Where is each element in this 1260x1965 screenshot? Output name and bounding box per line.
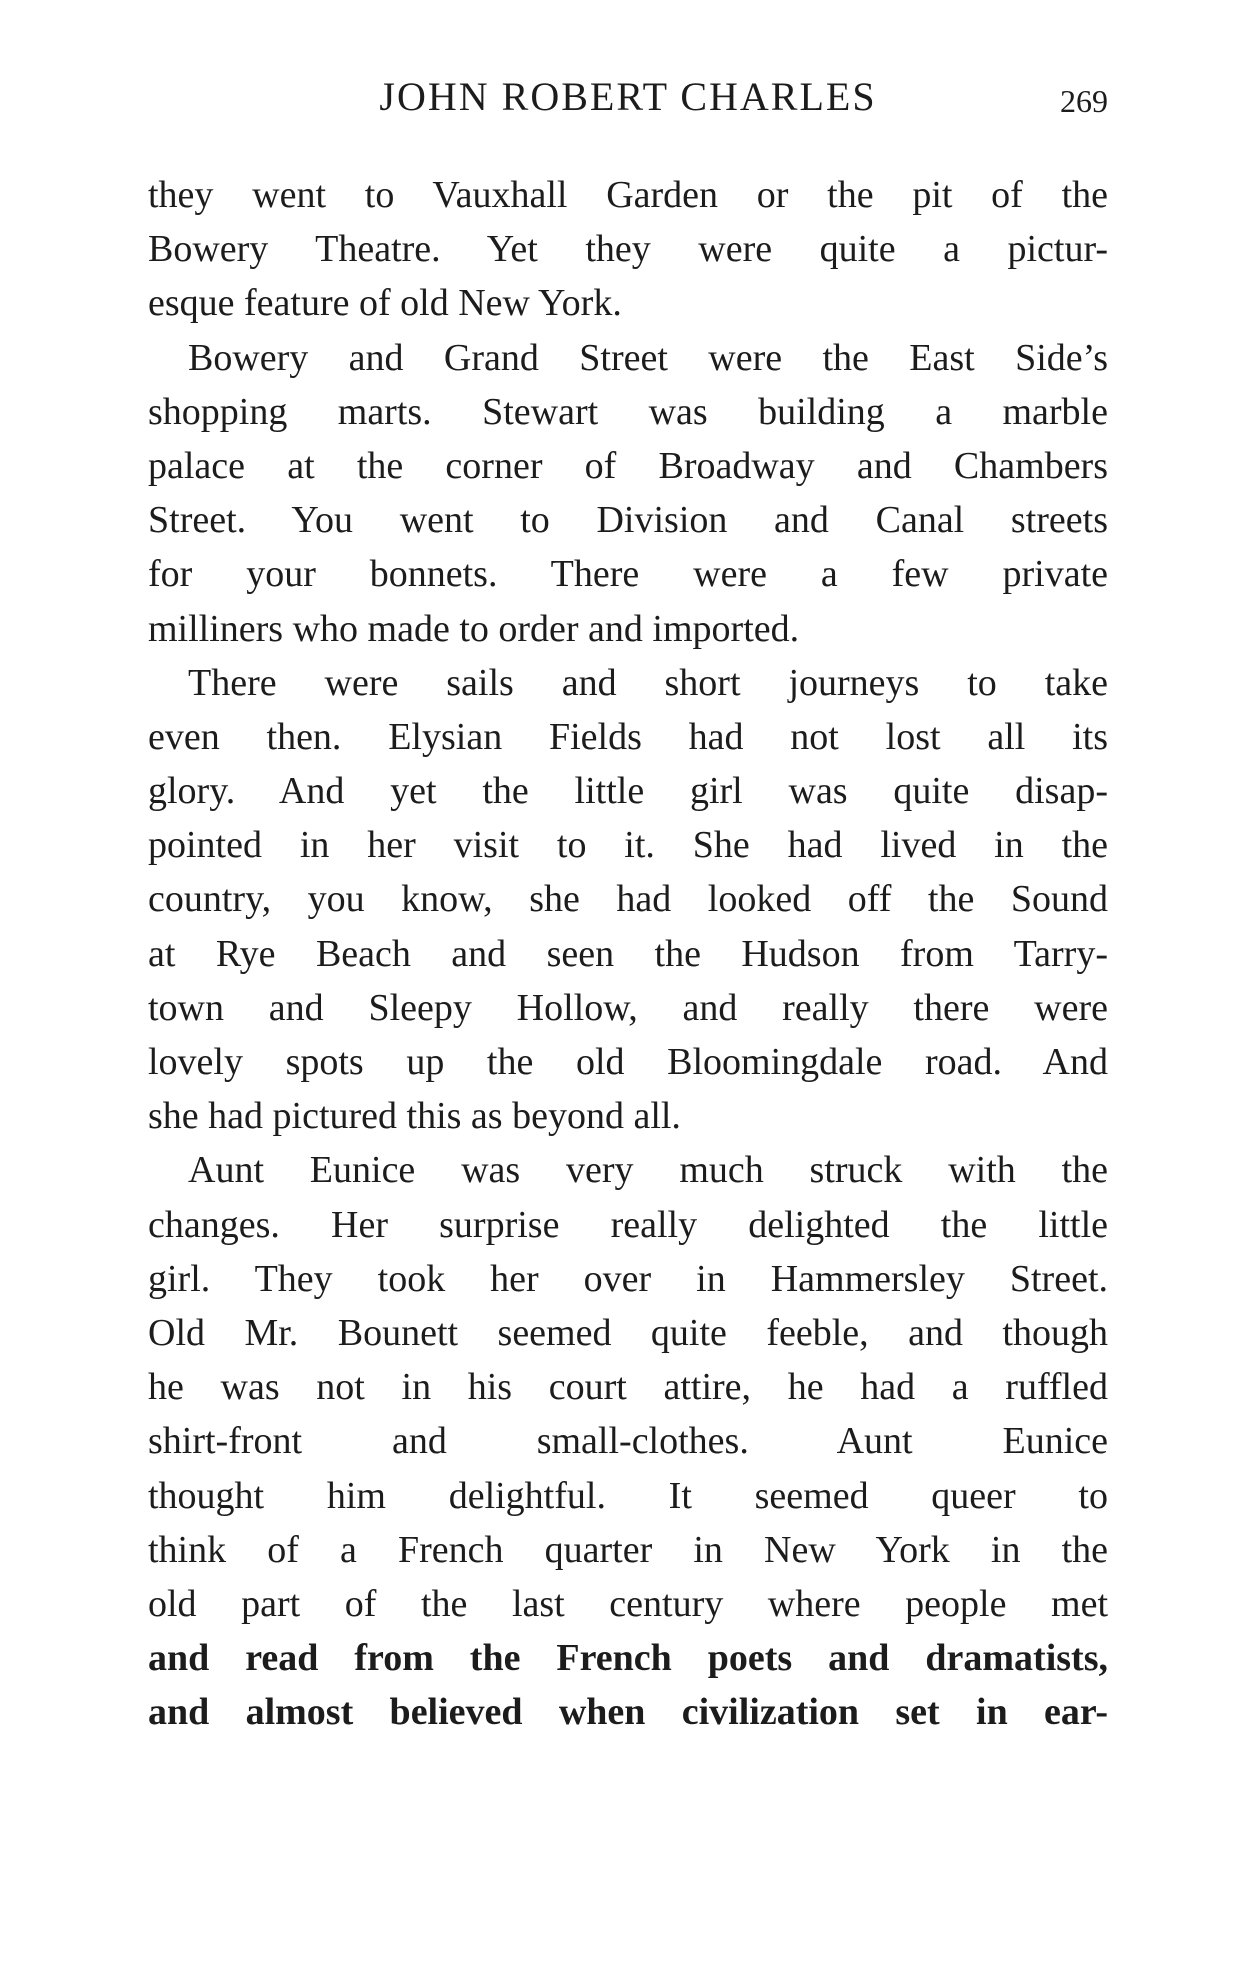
text-line: milliners who made to order and imported. bbox=[148, 607, 800, 650]
running-head bbox=[148, 70, 1108, 124]
text-line: old part of the last century where people met bbox=[148, 1582, 1108, 1625]
text-line: pointed in her visit to it. She had lived in the bbox=[148, 824, 1108, 867]
text-line: at Rye Beach and seen the Hudson from Tarry- bbox=[148, 932, 1108, 975]
text-line: for your bonnets. There were a few private bbox=[148, 553, 1108, 596]
text-line: and read from the French poets and dramatists, bbox=[148, 1637, 1108, 1680]
text-line: girl. They took her over in Hammersley Street. bbox=[148, 1257, 1108, 1300]
text-line: country, you know, she had looked off the Sound bbox=[148, 878, 1108, 921]
text-line: lovely spots up the old Bloomingdale road. And bbox=[148, 1041, 1108, 1083]
text-line: town and Sleepy Hollow, and really there were bbox=[148, 986, 1108, 1029]
running-title: JOHN ROBERT CHARLES bbox=[379, 74, 877, 119]
text-line: There were sails and short journeys to take bbox=[188, 661, 1108, 704]
text-line: Street. You went to Division and Canal streets bbox=[148, 499, 1108, 542]
text-line: thought him delightful. It seemed queer to bbox=[148, 1474, 1108, 1517]
text-line: she had pictured this as beyond all. bbox=[148, 1095, 681, 1138]
text-line: he was not in his court attire, he had a ruffled bbox=[148, 1366, 1108, 1409]
text-line: they went to Vauxhall Garden or the pit of the bbox=[148, 174, 1108, 216]
text-line: changes. Her surprise really delighted the little bbox=[148, 1203, 1108, 1246]
page-number: 269 bbox=[1060, 83, 1108, 119]
body-text bbox=[148, 168, 1108, 1739]
text-line: esque feature of old New York. bbox=[148, 282, 622, 325]
text-line: think of a French quarter in New York in the bbox=[148, 1528, 1108, 1571]
text-line: Bowery Theatre. Yet they were quite a pictur- bbox=[148, 228, 1108, 271]
text-line: Aunt Eunice was very much struck with the bbox=[188, 1149, 1108, 1192]
text-line: Old Mr. Bounett seemed quite feeble, and though bbox=[148, 1311, 1108, 1354]
text-line: even then. Elysian Fields had not lost all its bbox=[148, 715, 1108, 758]
text-line: glory. And yet the little girl was quite disap- bbox=[148, 770, 1108, 813]
text-line: and almost believed when civilization set in ear- bbox=[148, 1691, 1108, 1734]
text-line: shopping marts. Stewart was building a marble bbox=[148, 390, 1108, 433]
text-line: shirt-front and small-clothes. Aunt Eunice bbox=[148, 1420, 1108, 1463]
text-line: Bowery and Grand Street were the East Side’s bbox=[188, 336, 1108, 379]
text-line: palace at the corner of Broadway and Chambers bbox=[148, 444, 1108, 487]
